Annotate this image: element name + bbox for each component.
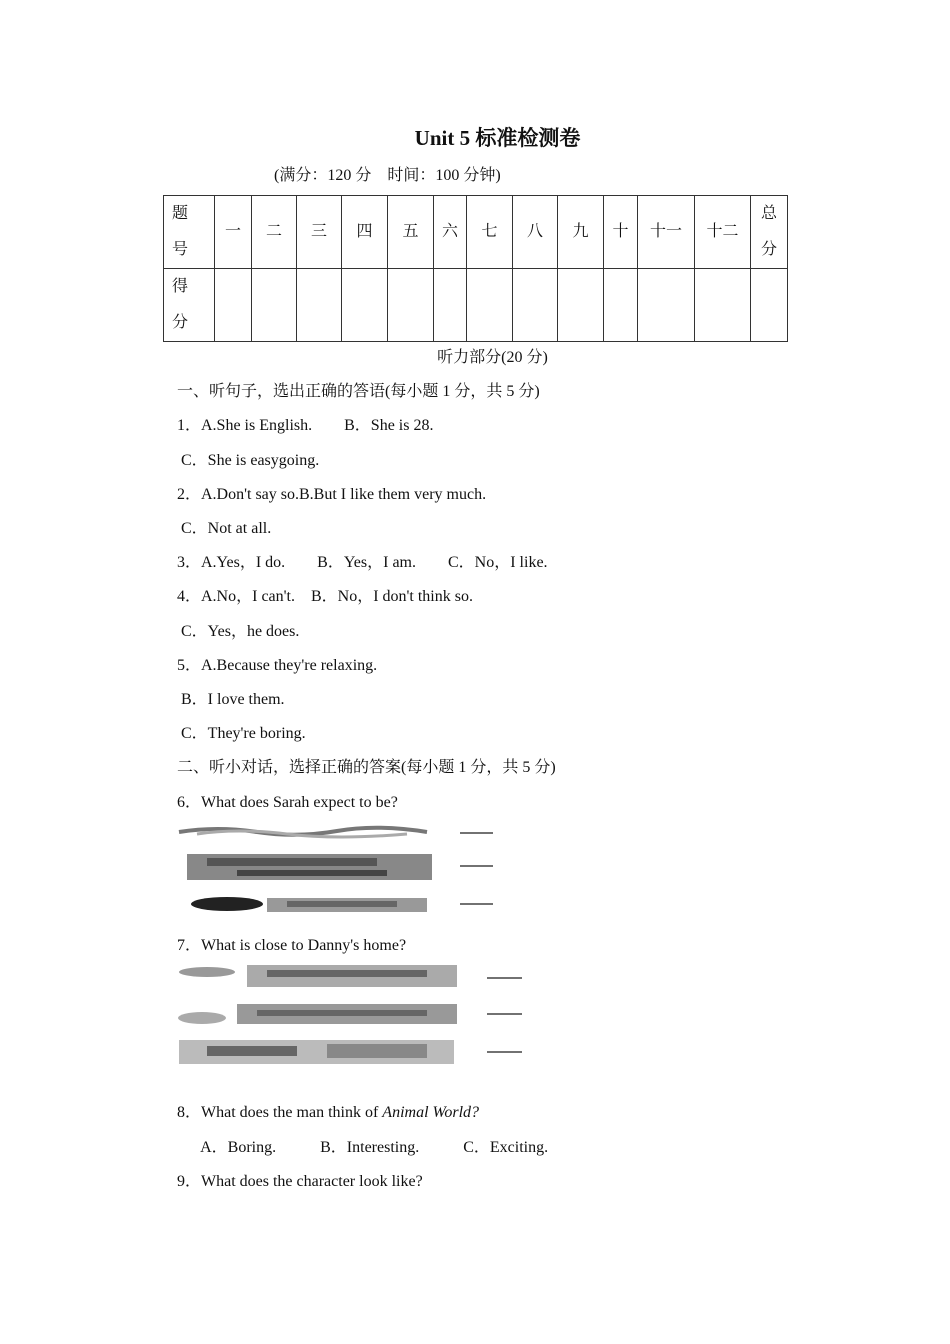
option-b-image (178, 1004, 522, 1024)
question-line: C．Yes，he does. (177, 623, 300, 640)
section-1-heading: 一、听句子，选出正确的答语(每小题 1 分，共 5 分) (177, 383, 540, 400)
option-c-image (191, 897, 493, 912)
column-header: 十一 (638, 196, 695, 269)
score-cell (751, 269, 788, 342)
score-cell (638, 269, 695, 342)
page-title: Unit 5 标准检测卷 (414, 126, 581, 150)
column-header: 四 (342, 196, 388, 269)
column-header: 八 (513, 196, 558, 269)
score-cell (434, 269, 467, 342)
question-6-image-options (177, 822, 507, 918)
option-c-image (179, 1040, 522, 1064)
question-7: 7．What is close to Danny's home? (177, 937, 407, 954)
score-cell (513, 269, 558, 342)
column-header: 五 (388, 196, 434, 269)
question-8-options: A．Boring. B．Interesting. C．Exciting. (177, 1139, 549, 1156)
score-cell (297, 269, 342, 342)
section-2-heading: 二、听小对话，选择正确的答案(每小题 1 分，共 5 分) (177, 759, 556, 776)
question-line: 4．A.No，I can't. B．No，I don't think so. (177, 588, 473, 605)
question-7-image-options (177, 962, 527, 1067)
score-cell (342, 269, 388, 342)
question-line: C．Not at all. (177, 520, 272, 537)
score-cell (558, 269, 604, 342)
listening-heading: 听力部分(20 分) (437, 349, 548, 366)
column-header: 六 (434, 196, 467, 269)
option-b-image (187, 854, 493, 880)
score-table-score-row (164, 269, 788, 342)
column-header: 七 (467, 196, 513, 269)
question-line: C．They're boring. (177, 725, 306, 742)
column-header: 一 (215, 196, 252, 269)
score-table (163, 195, 788, 342)
question-number-label: 题 号 (164, 196, 215, 269)
question-line: 5．A.Because they're relaxing. (177, 657, 378, 674)
score-label: 得 分 (164, 269, 215, 342)
column-header: 九 (558, 196, 604, 269)
question-6: 6．What does Sarah expect to be? (177, 794, 398, 811)
score-cell (252, 269, 297, 342)
column-header: 二 (252, 196, 297, 269)
option-a-image (179, 965, 522, 987)
question-line: 1．A.She is English. B．She is 28. (177, 417, 434, 434)
question-line: 2．A.Don't say so.B.But I like them very much. (177, 486, 487, 503)
score-cell (695, 269, 751, 342)
score-cell (467, 269, 513, 342)
column-header: 十 (604, 196, 638, 269)
total-label: 总 分 (751, 196, 788, 269)
question-9: 9．What does the character look like? (177, 1173, 423, 1190)
question-line: 3．A.Yes，I do. B．Yes，I am. C．No，I like. (177, 554, 548, 571)
option-a-image (179, 828, 493, 837)
score-table-header-row (164, 196, 788, 269)
page-subtitle: (满分：120 分 时间：100 分钟) (274, 167, 501, 184)
question-line: C．She is easygoing. (177, 452, 320, 469)
column-header: 三 (297, 196, 342, 269)
score-cell (604, 269, 638, 342)
question-line: B．I love them. (177, 691, 285, 708)
column-header: 十二 (695, 196, 751, 269)
score-cell (388, 269, 434, 342)
question-8: 8．What does the man think of Animal World? (177, 1104, 480, 1121)
score-cell (215, 269, 252, 342)
